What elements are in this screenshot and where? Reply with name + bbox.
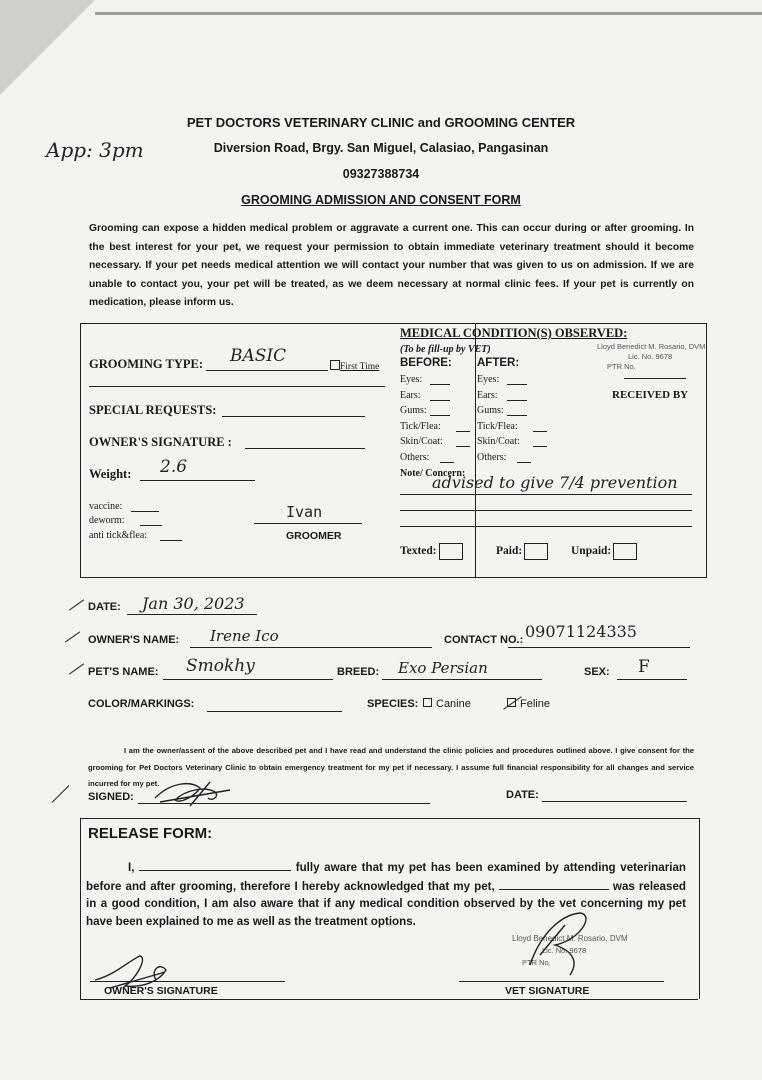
clinic-phone: 09327388734 <box>342 167 420 181</box>
before-item: Tick/Flea: <box>400 420 441 432</box>
note-label: Note/ Concern: <box>400 468 466 479</box>
ptr-line <box>624 378 686 379</box>
feline-option[interactable] <box>507 698 550 710</box>
vet-stamp-ptr: PTR No. <box>607 362 636 371</box>
date2-label: DATE: <box>506 789 539 801</box>
checkmark-date <box>69 599 84 610</box>
grooming-type-value[interactable]: BASIC <box>230 346 287 366</box>
texted-label: Texted: <box>400 545 437 558</box>
before-item: Skin/Coat: <box>400 436 443 447</box>
special-requests-label: SPECIAL REQUESTS: <box>89 403 217 417</box>
after-item: Skin/Coat: <box>477 436 520 447</box>
consent-paragraph: I am the owner/assent of the above described pet and I have read and understand the clinic policies and procedures outlined above. I give consent for the grooming for Pet Doctors Veterinary Clinic to obtain emergency treatment for my pet if necessary. I assume full financial responsibility for all changes and service incurred for my pet. <box>88 746 694 788</box>
color-markings-line[interactable] <box>207 711 342 712</box>
owner-signature-label: OWNER'S SIGNATURE : <box>89 435 232 449</box>
owner-release-line[interactable] <box>90 981 285 982</box>
vaccine-label: vaccine: <box>89 501 123 512</box>
first-time-checkbox[interactable] <box>330 360 340 370</box>
after-item-line[interactable] <box>517 462 531 463</box>
unpaid-label: Unpaid: <box>571 545 612 558</box>
before-item-line[interactable] <box>430 384 450 385</box>
contact-label: CONTACT NO.: <box>444 634 524 646</box>
weight-line <box>140 480 255 481</box>
release-bottom-line <box>80 999 698 1000</box>
owner-name-label: OWNER'S NAME: <box>88 634 180 646</box>
grooming-type-line <box>206 370 328 371</box>
medical-subtitle: (To be fill-up by VET) <box>400 344 491 355</box>
canine-label: Canine <box>436 698 471 710</box>
anti-tick-line[interactable] <box>160 540 182 541</box>
release-title: RELEASE FORM: <box>88 825 213 842</box>
before-item-line[interactable] <box>456 431 470 432</box>
breed-label: BREED: <box>337 666 380 678</box>
received-by-label: RECEIVED BY <box>612 389 689 401</box>
pet-name-line <box>163 679 333 680</box>
weight-value[interactable]: 2.6 <box>160 457 188 477</box>
sex-label: SEX: <box>584 666 610 678</box>
paid-checkbox[interactable] <box>524 543 548 560</box>
owner-name-line <box>190 647 432 648</box>
weight-label: Weight: <box>89 467 132 481</box>
date-value[interactable]: Jan 30, 2023 <box>142 594 245 613</box>
owner-name-value[interactable]: Irene Ico <box>210 627 279 645</box>
grooming-type-line2 <box>89 386 385 387</box>
color-markings-label: COLOR/MARKINGS: <box>88 698 195 710</box>
clinic-name: PET DOCTORS VETERINARY CLINIC and GROOMING CENTER <box>186 115 576 130</box>
release-text-2: was released in a good condition, I am also aware that if any medical condition observed by the vet concerning my pet have been explained to me as well as the treatment options. <box>86 879 686 928</box>
after-item: Eyes: <box>477 374 500 385</box>
special-requests-line[interactable] <box>222 416 365 417</box>
grooming-type-label: GROOMING TYPE: <box>89 357 204 371</box>
breed-line <box>382 679 542 680</box>
owner-signature-scribble <box>150 778 240 810</box>
vaccine-line[interactable] <box>131 511 159 512</box>
before-item: Gums: <box>400 405 427 416</box>
before-item-line[interactable] <box>456 446 470 447</box>
date-line <box>127 614 257 615</box>
vet-release-label: VET SIGNATURE <box>505 985 590 997</box>
deworm-line[interactable] <box>140 525 162 526</box>
release-text-1: fully aware that my pet has been examined by attending veterinarian before and after grooming, therefore I hereby acknowledged that my pet, <box>86 861 686 893</box>
owner-release-label: OWNER'S SIGNATURE <box>104 985 218 997</box>
sex-line <box>617 679 687 680</box>
note-value[interactable]: advised to give 7/4 prevention <box>432 473 678 492</box>
note-line-2 <box>400 510 692 511</box>
deworm-label: deworm: <box>89 515 125 526</box>
after-item: Ears: <box>477 389 498 401</box>
clinic-address: Diversion Road, Brgy. San Miguel, Calasiao, Pangasinan <box>213 141 549 155</box>
after-item-line[interactable] <box>507 400 527 401</box>
before-item-line[interactable] <box>430 415 450 416</box>
vet-signature-scribble <box>510 905 600 980</box>
sex-value[interactable]: F <box>638 657 650 677</box>
release-i: I, <box>128 861 135 874</box>
form-title: GROOMING ADMISSION AND CONSENT FORM <box>241 193 521 207</box>
before-item: Others: <box>400 451 430 463</box>
vet-stamp-name: Lloyd Benedict M. Rosario, DVM <box>597 342 706 351</box>
groomer-label: GROOMER <box>286 530 342 542</box>
release-pet-line[interactable] <box>499 877 609 890</box>
note-line-1 <box>400 494 692 495</box>
after-item-line[interactable] <box>507 415 527 416</box>
before-item: Ears: <box>400 389 421 401</box>
contact-value[interactable]: 09071124335 <box>525 622 637 641</box>
after-item-line[interactable] <box>533 446 547 447</box>
appointment-note: App: 3pm <box>46 138 144 162</box>
vet-stamp-ptr-2: PTR No. <box>522 958 551 967</box>
pet-name-value[interactable]: Smokhy <box>186 656 255 676</box>
feline-label: Feline <box>520 698 550 710</box>
owner-signature-line[interactable] <box>245 448 365 449</box>
groomer-name[interactable]: Ivan <box>286 503 323 521</box>
texted-checkbox[interactable] <box>439 543 463 560</box>
after-item: Tick/Flea: <box>477 420 518 432</box>
note-line-3 <box>400 526 692 527</box>
before-item-line[interactable] <box>440 462 454 463</box>
after-item: Others: <box>477 451 507 463</box>
date-label: DATE: <box>88 601 121 613</box>
intro-paragraph: Grooming can expose a hidden medical problem or aggravate a current one. This can occur during or after grooming. In the best interest for your pet, we request your permission to obtain immediate veterinary treatment should it become necessary. If your pet needs medical attention we will contact your number that was given to us on admission. If we are unable to contact you, your pet will be treated, as we deem necessary at normal clinic fees. If your pet is currently on medication, please inform us. <box>89 223 694 309</box>
canine-option[interactable] <box>423 698 471 710</box>
pet-name-label: PET'S NAME: <box>88 666 159 678</box>
paid-option <box>496 543 548 560</box>
top-edge-line <box>95 12 762 15</box>
texted-option <box>400 543 463 560</box>
unpaid-checkbox[interactable] <box>613 543 637 560</box>
folded-corner <box>0 0 95 95</box>
groomer-line <box>254 523 362 524</box>
before-item: Eyes: <box>400 374 423 385</box>
signed-label: SIGNED: <box>88 791 134 803</box>
first-time-option[interactable] <box>330 360 379 372</box>
vet-stamp-lic: Lic. No. 9678 <box>628 352 673 361</box>
unpaid-option <box>571 543 637 560</box>
vet-stamp-name-2: Lloyd Benedict M. Rosario, DVM <box>512 934 628 943</box>
medical-title: MEDICAL CONDITION(S) OBSERVED: <box>400 326 628 340</box>
before-label: BEFORE: <box>400 357 452 369</box>
contact-line <box>508 647 690 648</box>
date2-line[interactable] <box>542 801 687 802</box>
first-time-label: First Time <box>340 362 380 372</box>
box-divider <box>475 324 476 577</box>
paid-label: Paid: <box>496 545 523 558</box>
canine-checkbox[interactable] <box>423 698 432 707</box>
after-label: AFTER: <box>477 357 520 369</box>
vet-release-line[interactable] <box>459 981 664 982</box>
vet-stamp-lic-2: Lic. No. 9678 <box>542 946 587 955</box>
anti-tick-label: anti tick&flea: <box>89 530 148 541</box>
breed-value[interactable]: Exo Persian <box>398 659 488 677</box>
release-name-line[interactable] <box>139 858 291 871</box>
checkmark-pet <box>69 663 84 674</box>
after-item-line[interactable] <box>507 384 527 385</box>
after-item: Gums: <box>477 405 504 416</box>
before-item-line[interactable] <box>430 400 450 401</box>
species-label: SPECIES: <box>367 698 419 710</box>
after-item-line[interactable] <box>533 431 547 432</box>
checkmark-signed <box>52 785 70 803</box>
checkmark-owner <box>65 631 80 642</box>
